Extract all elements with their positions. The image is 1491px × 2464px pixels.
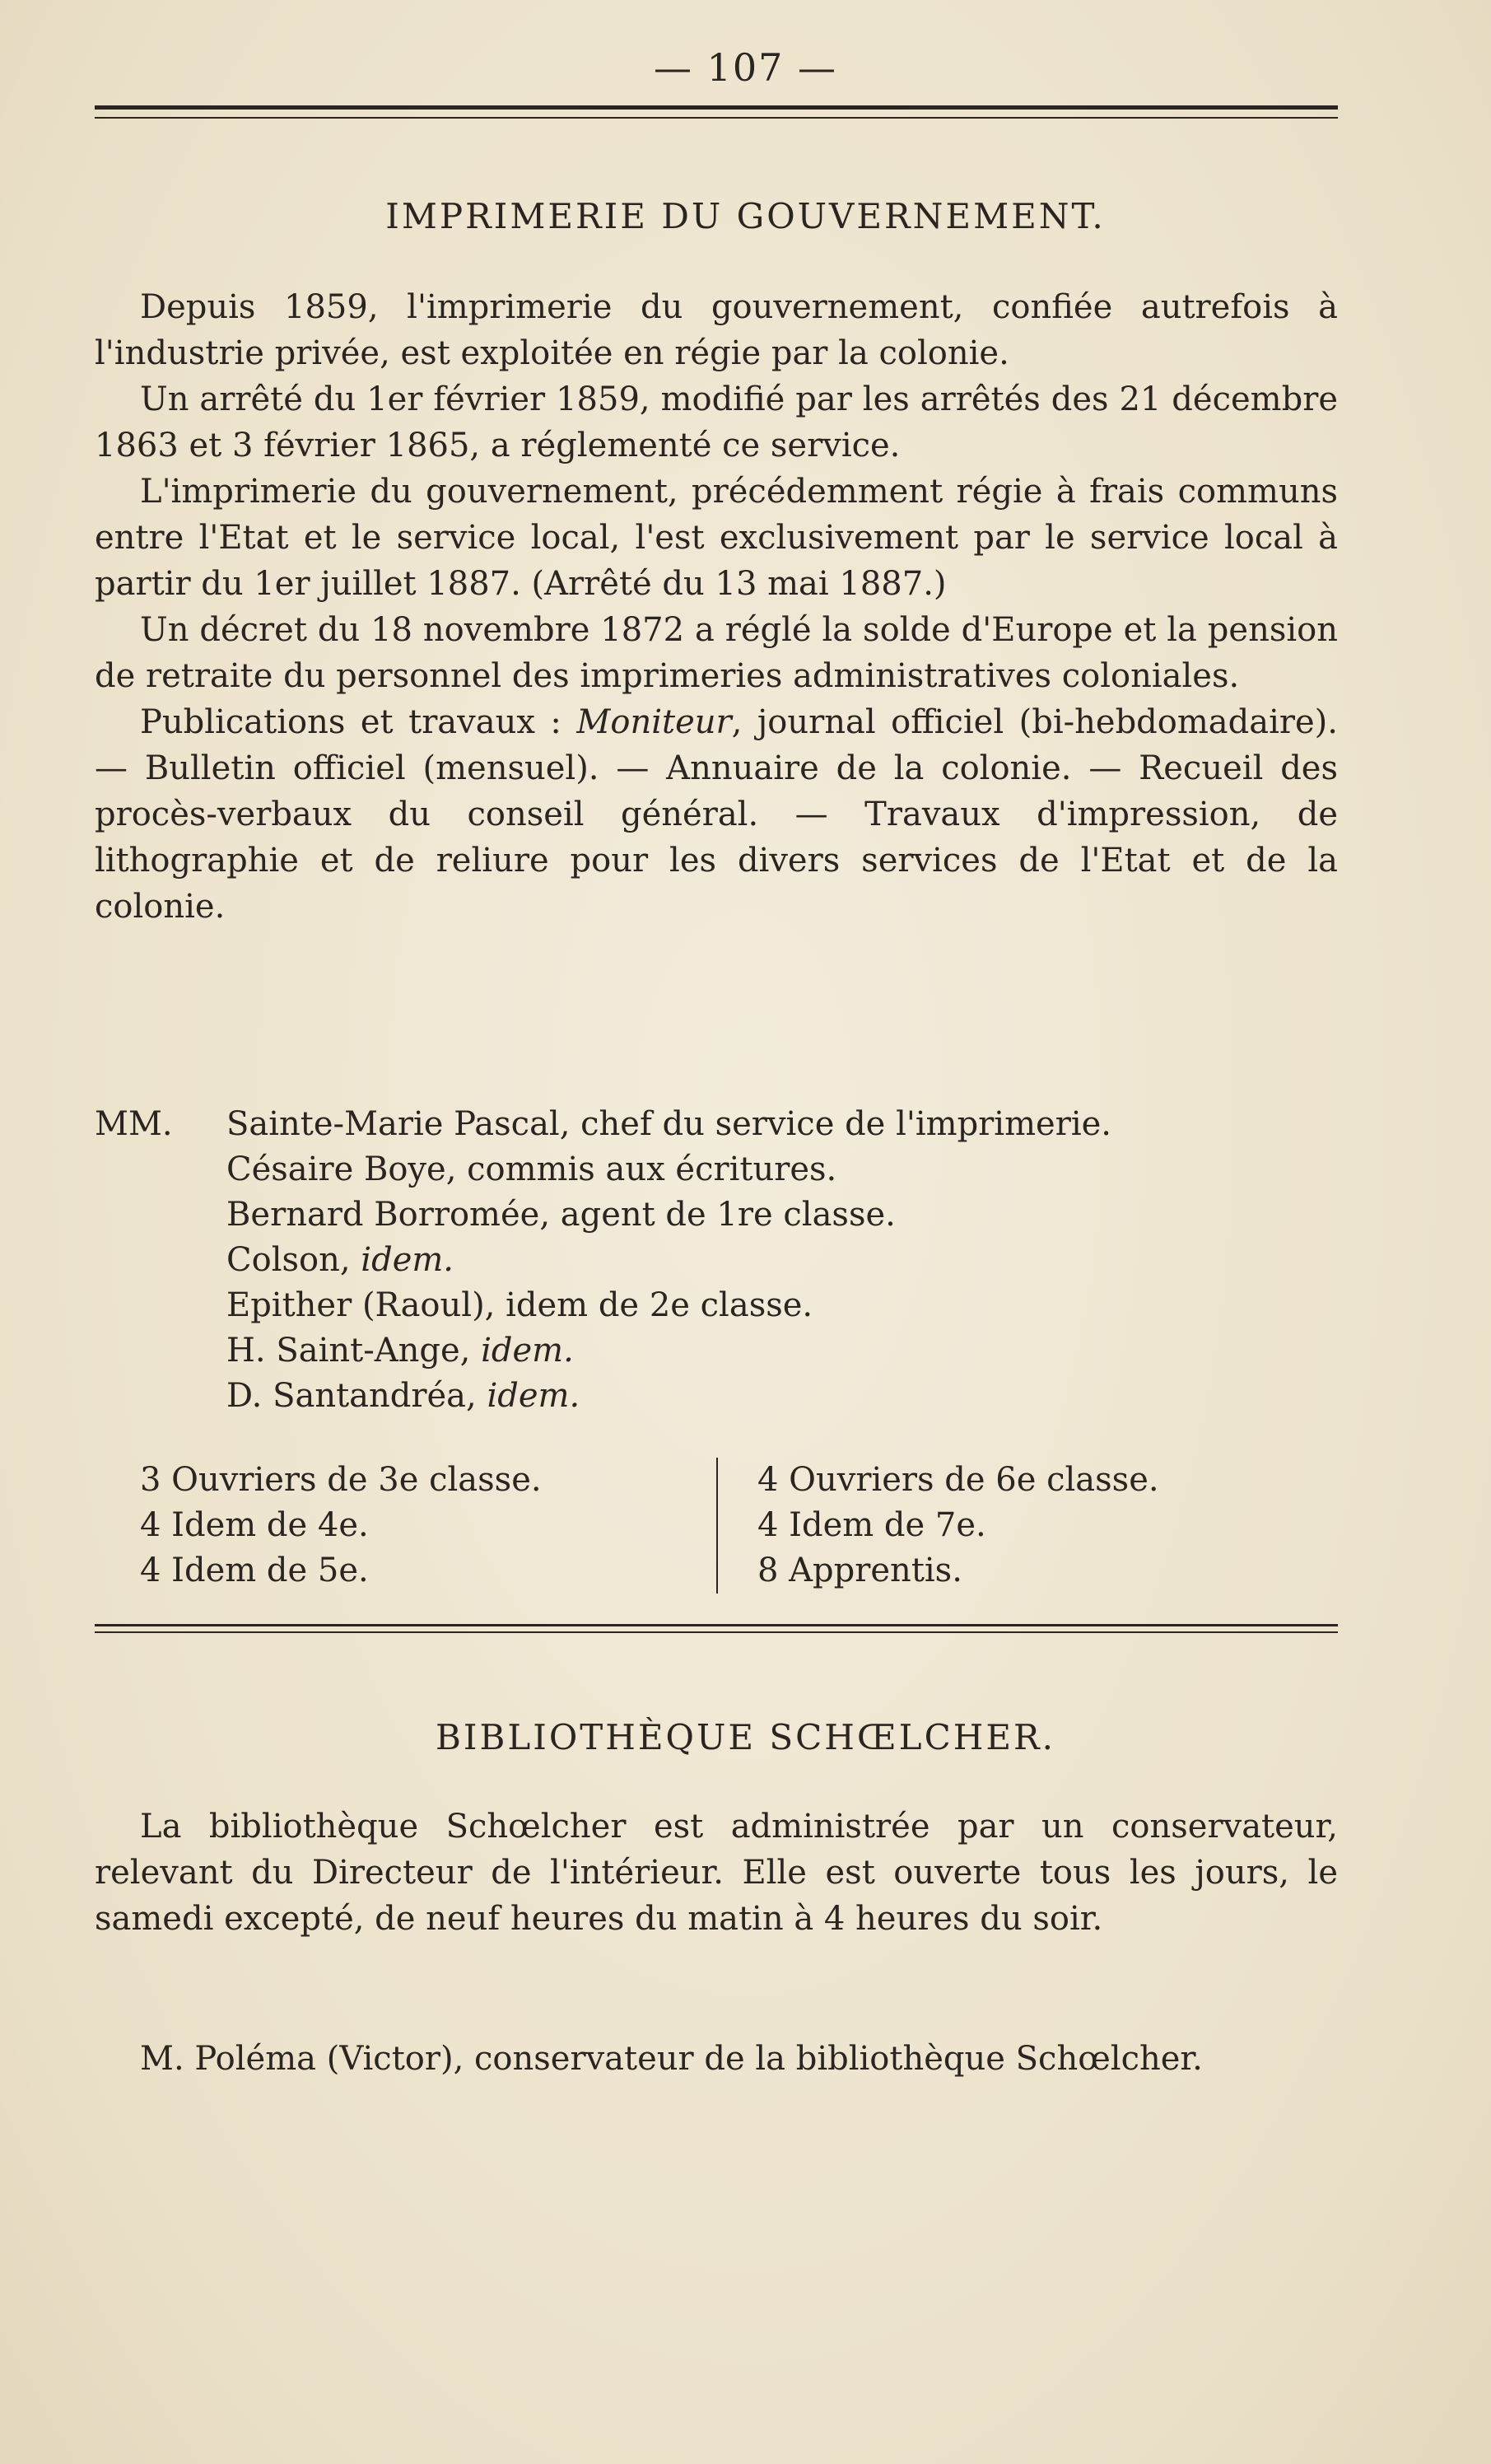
publications-paragraph: Publications et travaux : Moniteur, journal officiel (bi-hebdomadaire). — Bulletin officiel (mensuel). — Annuaire de la colonie. — Recueil des procès-verbaux du conseil général. — Travaux d'impression, de lithographie et de reliure pour les divers services de l'Etat et de la colonie.	[95, 703, 1338, 926]
staff-row: Epither (Raoul), idem de 2e classe.	[226, 1286, 813, 1324]
list-item: 4 Idem de 4e.	[140, 1506, 369, 1544]
staff-line: M. Poléma (Victor), conservateur de la bibliothèque Schœlcher.	[140, 2040, 1203, 2078]
bibliotheque-staff	[95, 2036, 1338, 2082]
section-divider	[95, 1624, 1338, 1633]
list-item: 8 Apprentis.	[757, 1552, 962, 1589]
paragraph: L'imprimerie du gouvernement, précédemment régie à frais communs entre l'Etat et le service local, l'est exclusivement par le service local à partir du 1er juillet 1887. (Arrêté du 13 mai 1887.)	[95, 473, 1338, 603]
list-item: 4 Idem de 5e.	[140, 1552, 369, 1589]
paragraph: Un décret du 18 novembre 1872 a réglé la solde d'Europe et la pension de retraite du personnel des imprimeries administratives coloniales.	[95, 611, 1338, 695]
imprimerie-body	[95, 284, 1338, 930]
workers-column-right	[716, 1458, 1159, 1594]
mm-label: MM.	[95, 1105, 173, 1143]
list-item: 4 Idem de 7e.	[757, 1506, 986, 1544]
paragraph: Un arrêté du 1er février 1859, modifié par les arrêtés des 21 décembre 1863 et 3 février 1865, a réglementé ce service.	[95, 380, 1338, 464]
moniteur-title: Moniteur	[576, 703, 732, 741]
workers-table	[95, 1458, 1338, 1594]
staff-row: MM. Sainte-Marie Pascal, chef du service de l'imprimerie.	[95, 1102, 1338, 1147]
list-item: 3 Ouvriers de 3e classe.	[140, 1461, 542, 1499]
section-heading-bibliotheque: BIBLIOTHÈQUE SCHŒLCHER.	[436, 1717, 1055, 1757]
staff-row: H. Saint-Ange, idem.	[226, 1332, 574, 1370]
paragraph: La bibliothèque Schœlcher est administrée par un conservateur, relevant du Directeur de l'intérieur. Elle est ouverte tous les jours, le samedi excepté, de neuf heures du matin à 4 heures du soir.	[95, 1808, 1338, 1938]
paragraph: Depuis 1859, l'imprimerie du gouvernement, confiée autrefois à l'industrie privée, est exploitée en régie par la colonie.	[95, 288, 1338, 372]
staff-row: Césaire Boye, commis aux écritures.	[226, 1150, 837, 1188]
staff-row: D. Santandréa, idem.	[226, 1377, 580, 1415]
staff-row: Colson, idem.	[226, 1241, 454, 1279]
list-item: 4 Ouvriers de 6e classe.	[757, 1461, 1159, 1499]
header-rule	[95, 105, 1338, 119]
staff-row: Bernard Borromée, agent de 1re classe.	[226, 1196, 896, 1234]
bibliotheque-body	[95, 1804, 1338, 1942]
section-heading-imprimerie: IMPRIMERIE DU GOUVERNEMENT.	[385, 196, 1106, 236]
page-number: — 107 —	[653, 45, 838, 90]
workers-column-left	[95, 1458, 716, 1594]
imprimerie-staff-list	[95, 1102, 1338, 1419]
